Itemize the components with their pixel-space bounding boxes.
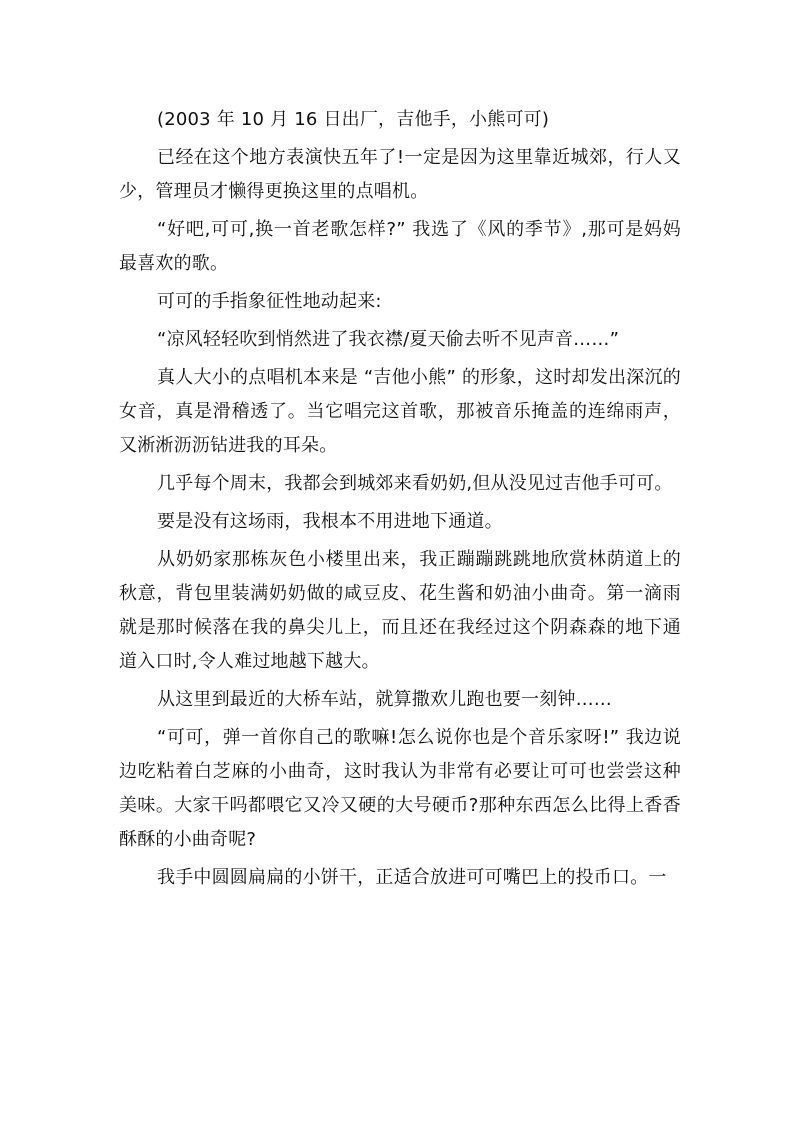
paragraph-10: 从这里到最近的大桥车站，就算撒欢儿跑也要一刻钟…… bbox=[157, 689, 612, 710]
paragraph-3: “好吧,可可,换一首老歌怎样?” 我选了《风的季节》,那可是妈妈最喜欢的歌。 bbox=[119, 219, 681, 274]
paragraph-6: 真人大小的点唱机本来是 “吉他小熊” 的形象，这时却发出深沉的女音，真是滑稽透了。当它唱完这首歌，那被音乐掩盖的连绵雨声，又淅淅沥沥钻进我的耳朵。 bbox=[119, 367, 681, 456]
paragraph-11: “可可，弹一首你自己的歌嘛!怎么说你也是个音乐家呀!” 我边说边吃粘着白芝麻的小曲奇，这时我认为非常有必要让可可也尝尝这种美味。大家干吗都喂它又冷又硬的大号硬币?那种东西怎么比得上香香酥酥的小曲奇呢? bbox=[119, 727, 681, 850]
paragraph-1: (2003 年 10 月 16 日出厂，吉他手，小熊可可) bbox=[157, 109, 550, 130]
paragraph-2: 已经在这个地方表演快五年了!一定是因为这里靠近城郊，行人又少，管理员才懒得更换这里的点唱机。 bbox=[119, 147, 681, 202]
paragraph-12: 我手中圆圆扁扁的小饼干，正适合放进可可嘴巴上的投币口。一 bbox=[157, 867, 667, 888]
paragraph-9: 从奶奶家那栋灰色小楼里出来，我正蹦蹦跳跳地欣赏林荫道上的秋意，背包里装满奶奶做的咸豆皮、花生酱和奶油小曲奇。第一滴雨就是那时候落在我的鼻尖儿上，而且还在我经过这个阴森森的地下通道入口时,令人难过地越下越大。 bbox=[119, 549, 681, 672]
paragraph-4: 可可的手指象征性地动起来: bbox=[157, 291, 382, 312]
paragraph-7: 几乎每个周末，我都会到城郊来看奶奶,但从没见过吉他手可可。 bbox=[157, 473, 673, 494]
paragraph-8: 要是没有这场雨，我根本不用进地下通道。 bbox=[157, 511, 503, 532]
story-text bbox=[119, 103, 681, 899]
paragraph-5: “凉风轻轻吹到悄然进了我衣襟/夏天偷去听不见声音……” bbox=[157, 329, 620, 350]
